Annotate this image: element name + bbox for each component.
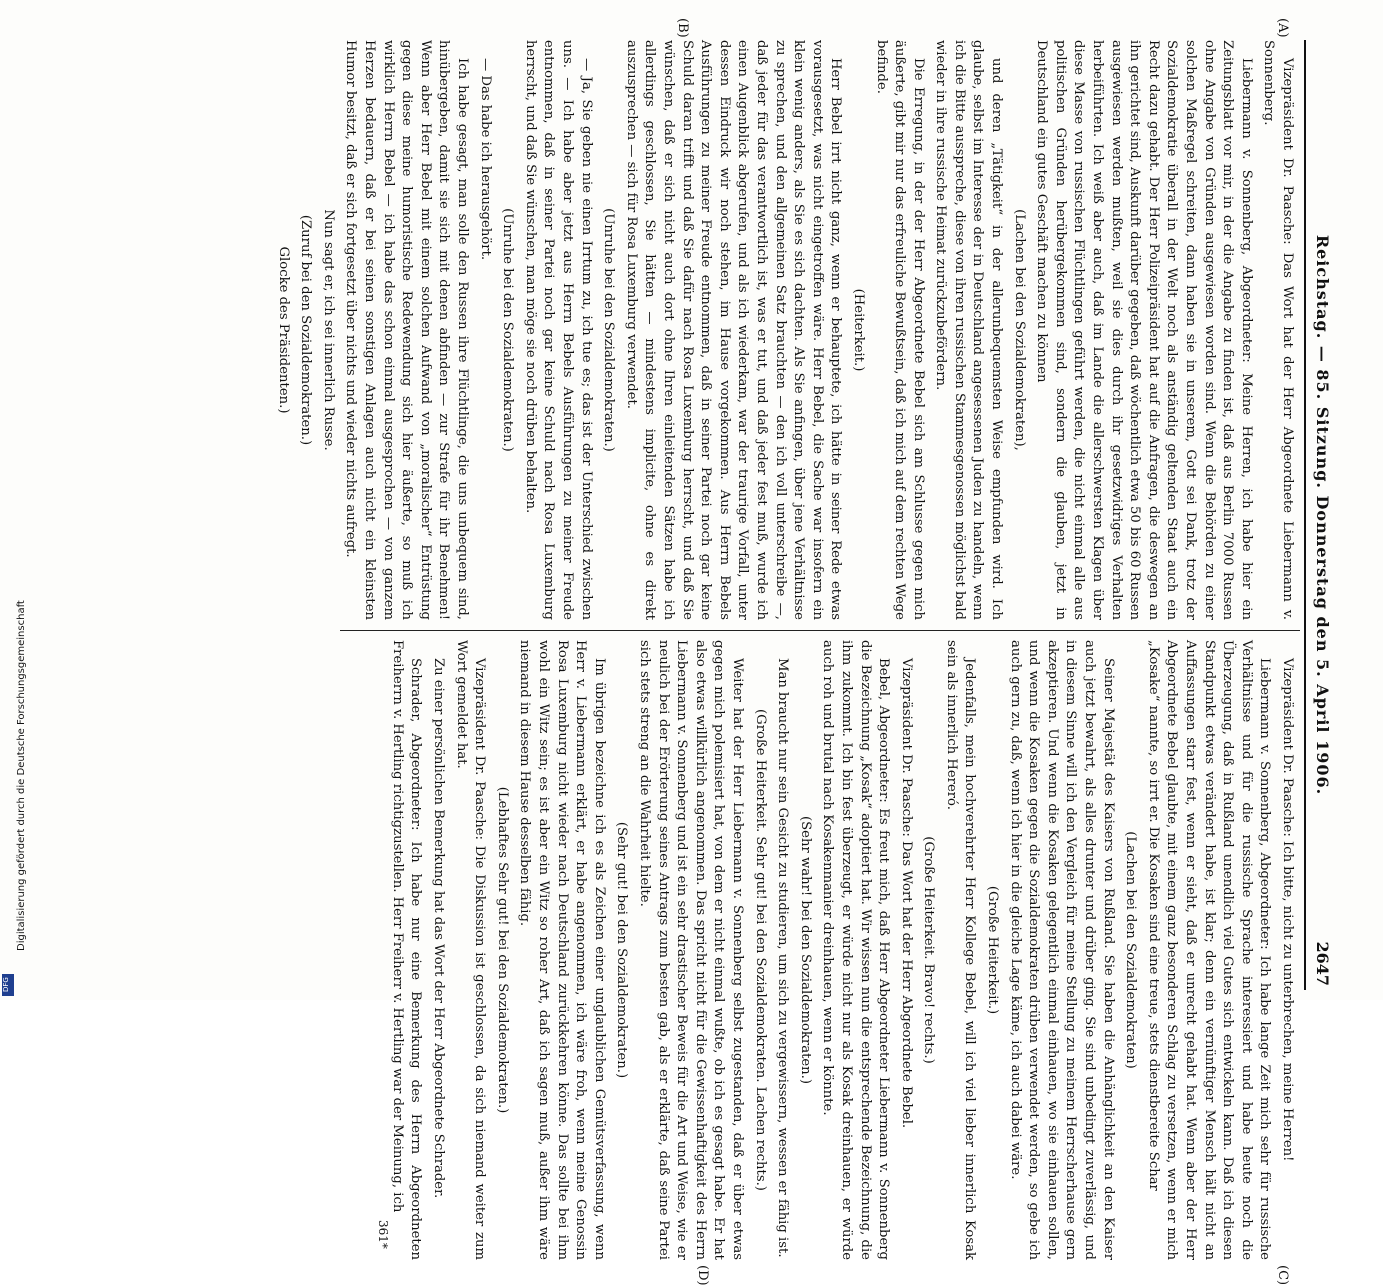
paragraph: Vizepräsident Dr. Paasche: Ich bitte, nicht zu unterbrechen, meine Herren! — [1280, 658, 1295, 1162]
interjection: (Lachen bei den Sozialdemokraten), — [1011, 209, 1027, 451]
interjection: (Zuruf bei den Sozialdemokraten.) — [298, 214, 314, 446]
rotated-page-content — [95, 18, 1340, 1286]
paragraph: Nun sagt er, ich sei innerlich Russe. — [320, 209, 336, 451]
paragraph: und deren „Tätigkeit“ in der allerunbequemsten Weise empfunden wird. Ich glaube, selbst im Interesse der in Deutschland angesessenen Juden zu handeln, wenn ich die Bitte ausspreche, diese von ihren russischen Stammesgenossen möglichst bald wieder in ihre russische Heimat zurückzubefördern. — [933, 40, 1005, 620]
interjection: (Lebhaftes Sehr gut! bei den Sozialdemokraten.) — [494, 786, 510, 1114]
paragraph: Herr Bebel irrt nicht ganz, wenn er behauptete, ich hätte in seiner Rede etwas vorausgesetzt, was nicht eingetroffen wäre. Herr Bebel, die Sache war insofern ein klein wenig anders, als Sie es sich dachten. Als Sie anfingen, über jene Verhältnisse zu sprechen, und den allgemeinen Satz brauchten — den ich voll unterschreibe —, daß jeder für das verantwortlich ist, was er tut, und daß jeder fest muß, wurde ich einen Augenblick abgerufen, und als ich wiederkam, war der traurige Vorfall, unter dessen Eindruck wir noch stehen, im Hause vorgekommen. Aus Herrn Bebels Ausführungen zu meiner Freude entnommen, daß in seiner Partei noch gar keine Schuld daran trifft und daß Sie dafür nach Rosa Luxemburg herrscht, und daß Sie wünschen, daß er sich nicht auch dort ohne Ihren einleitenden Sätzen habe ich allerdings geschlossen, Sie hätten — mindestens implicite, ohne es direkt auszusprechen — sich für Rosa Luxemburg verwendet. — [623, 40, 844, 620]
interjection: (Große Heiterkeit. Bravo! rechts.) — [921, 836, 937, 1064]
margin-mark-c: (C) — [1275, 1265, 1290, 1286]
dfg-logo: DFG — [2, 974, 14, 996]
paragraph: Seiner Majestät des Kaisers von Rußland. Sie haben die Anhänglichkeit an den Kaiser auch jetzt bewahrt, als alles drunter und drüber ging. Sie sind unbedingt zuverlässig, und in diesem Sinne will ich den Vergleich für meine Stellung zu meinem Herrscherhause gern akzeptieren. Und wenn die Kosaken gelegentlich einmal einhauen, wo sie einhauen sollen, und wenn die Kosaken gegen die Sozialdemokraten drüben verwendet werden, so gebe ich auch gern zu, daß, wenn ich hier in die gleiche Lage käme, ich auch dabei wäre. — [1007, 640, 1116, 1260]
header-title: Reichstag. — 85. Sitzung. Donnerstag den 5. April 1906. — [1313, 234, 1332, 796]
paragraph: Liebermann v. Sonnenberg, Abgeordneter: Meine Herren, ich habe hier ein Zeitungsblatt vor mir, in der die Angabe zu finden ist, daß aus Berlin 7000 Russen ohne Angabe von Gründen ausgewiesen worden sind. Wenn die Behörden zu einer solchen Maßregel schreiten, dann haben sie in unserem, Gott sei Dank, trotz der Sozialdemokratie überall in der Welt noch als anständig geltenden Staat auch ein Recht dazu gehabt. Der Herr Polizeipräsident hat auf die Anfragen, die deswegen an ihn gerichtet sind, Auskunft darüber gegeben, daß wöchentlich etwa 50 bis 60 Russen ausgewiesen werden mußten, weil sie dies durch ihr gesetzwidriges Verhalten herbeiführten. Ich weiß aber auch, daß im Lande die allerschwersten Klagen über diese Masse von russischen Flüchtlingen geführt werden, die nicht einmal alle aus politischen Gründen herübergekommen sind, sondern die glauben, jetzt in Deutschland ein gutes Geschäft machen zu können — [1034, 40, 1254, 620]
paragraph: Zu einer persönlichen Bemerkung hat das Wort der Herr Abgeordnete Schrader. — [431, 658, 447, 1199]
paragraph: Liebermann v. Sonnenberg, Abgeordneter: Ich habe lange Zeit mich sehr für russische Verhältnisse und für die russische Sprache interessiert und habe heute noch die Überzeugung, daß in Rußland unendlich viel Gutes sich entwickeln kann. Daß ich diesen Standpunkt etwas verändert habe, ist klar; denn ein vernünftiger Mensch hält nicht an Auffassungen starr fest, wenn er sieht, daß er unrecht gehabt hat. Wenn aber der Herr Abgeordnete Bebel glaubte, mit einem ganz besonderen Schlag zu versetzen, wenn er mich „Kosake“ nannte, so irrt er. Die Kosaken sind eine treue, stets dienstbereite Schar — [1145, 640, 1273, 1260]
left-column — [269, 40, 1296, 620]
paragraph: Die Erregung, in der der Herr Abgeordnete Bebel sich am Schlusse gegen mich äußerte, gibt mir nur das erfreuliche Bewußtsein, daß ich mich auf dem rechten Wege befinde. — [873, 40, 926, 620]
paragraph: Weiter hat der Herr Liebermann v. Sonnenberg selbst zugestanden, daß er über etwas gegen mich polemisiert hat, von dem er nicht einmal wußte, ob ich es gesagt habe. Er hat also etwas willkürlich angenommen. Das spricht nicht für die Gewissenhaftigkeit des Herrn Liebermann v. Sonnenberg und ist ein sehr drastischer Beweis für die Art und Weise, wie er neulich bei der Erörterung seines Antrags zum besten gab, als er erklärte, daß seine Partei sich stets streng an die Wahrheit hielte. — [637, 640, 745, 1260]
margin-mark-b: (B) — [675, 18, 690, 38]
margin-mark-d: (D) — [695, 1265, 710, 1286]
interjection: (Lachen bei den Sozialdemokraten) — [1123, 831, 1139, 1069]
interjection: (Unruhe bei den Sozialdemokraten.) — [500, 208, 516, 452]
interjection: (Große Heiterkeit.) — [985, 885, 1001, 1015]
column-divider — [340, 630, 1300, 631]
page-number: 2647 — [1313, 941, 1332, 986]
interjection: (Sehr gut! bei den Sozialdemokraten.) — [614, 821, 630, 1079]
paragraph: Vizepräsident Dr. Paasche: Die Diskussion ist geschlossen, da sich niemand weiter zum Wort gemeldet hat. — [453, 640, 488, 1260]
interjection: (Heiterkeit.) — [850, 288, 866, 372]
paragraph: Bebel, Abgeordneter: Es freut mich, daß Herr Abgeordneter Liebermann v. Sonnenberg die Bezeichnung „Kosak“ adoptiert hat. Wir wissen nun die entsprechende Bezeichnung, die ihm zukommt. Ich bin fest überzeugt, er würde nicht nur als Kosak dreinhauen, er würde auch roh und brutal nach Kosakenmanier dreinhauen, wenn er könnte. — [820, 640, 892, 1260]
paragraph: — Das habe ich herausgehört. — [477, 58, 493, 261]
paragraph: Ich habe gesagt, man solle den Russen ihre Flüchtlinge, die uns unbequem sind, hinübergeben, damit sie sich mit denen abfinden — zur Strafe für ihr Benehmen! Wenn aber Herr Bebel mit einem solchen Aufwand von „moralischer“ Entrüstung gegen diese meine humoristische Redewendung sich hier äußerte, so muß ich wirklich Herrn Bebel — ich habe das schon einmal ausgesprochen — von ganzem Herzen bedauern, daß er bei seinen sonstigen Anlagen auch nicht ein kleinsten Humor besitzt, daß er sich fortgesetzt über nichts und wieder nichts aufregt. — [343, 40, 471, 620]
paragraph: — Ja, Sie geben nie einen Irrtum zu, ich tue es; das ist der Unterschied zwischen uns. — Ich habe aber jetzt aus Herrn Bebels Ausführungen zu meiner Freude entnommen, daß in seiner Partei noch gar keine Schuld nach Rosa Luxemburg herrscht, und daß Sie wünschen, man möge sie noch drüben behalten. — [522, 40, 594, 620]
paragraph: Vizepräsident Dr. Paasche: Das Wort hat der Herr Abgeordnete Bebel. — [898, 658, 914, 1129]
interjection: (Große Heiterkeit. Sehr gut! bei den Sozialdemokraten. Lachen rechts.) — [752, 709, 768, 1191]
interjection: (Sehr wahr! bei den Sozialdemokraten.) — [797, 816, 813, 1084]
paragraph: Im übrigen bezeichne ich es als Zeichen einer unglaublichen Gemütsverfassung, wenn Herr v. Liebermann erklärt, er habe angenommen, ich wäre froh, wenn meine Genossin Rosa Luxemburg nicht wieder nach Deutschland zurückkehren könne. Das sollte bei ihm wohl ein Witz sein; es ist aber ein Witz so roher Art, daß ich sagen muß, außer ihm wäre niemand in diesem Hause desselben fähig. — [517, 640, 607, 1260]
interjection: (Unruhe bei den Sozialdemokraten.) — [601, 208, 617, 452]
footer-note: Digitalisierung gefördert durch die Deutsche Forschungsgemeinschaft — [16, 600, 27, 951]
paragraph: Man braucht nur sein Gesicht zu studieren, um sich zu vergewissern, wessen er fähig ist. — [775, 658, 791, 1258]
paragraph: Schrader, Abgeordneter: Ich habe nur eine Bemerkung des Herrn Abgeordneten Freiherrn v. Hertling richtigzustellen. Herr Freiherr v. Hertling war der Meinung, ich — [389, 640, 424, 1260]
paragraph: Jedenfalls, mein hochverehrter Herr Kollege Bebel, will ich viel lieber innerlich Kosak sein als innerlich Hereró. — [943, 640, 978, 1260]
interjection: Glocke des Präsidenten.) — [275, 246, 291, 414]
paragraph: Vizepräsident Dr. Paasche: Das Wort hat der Herr Abgeordnete Liebermann v. Sonnenberg. — [1261, 40, 1295, 620]
footer-strip — [6, 12, 27, 992]
signature-mark: 361* — [376, 1220, 390, 1249]
right-column — [383, 640, 1296, 1260]
margin-mark-a: (A) — [1275, 18, 1290, 38]
page-header — [1304, 40, 1340, 990]
